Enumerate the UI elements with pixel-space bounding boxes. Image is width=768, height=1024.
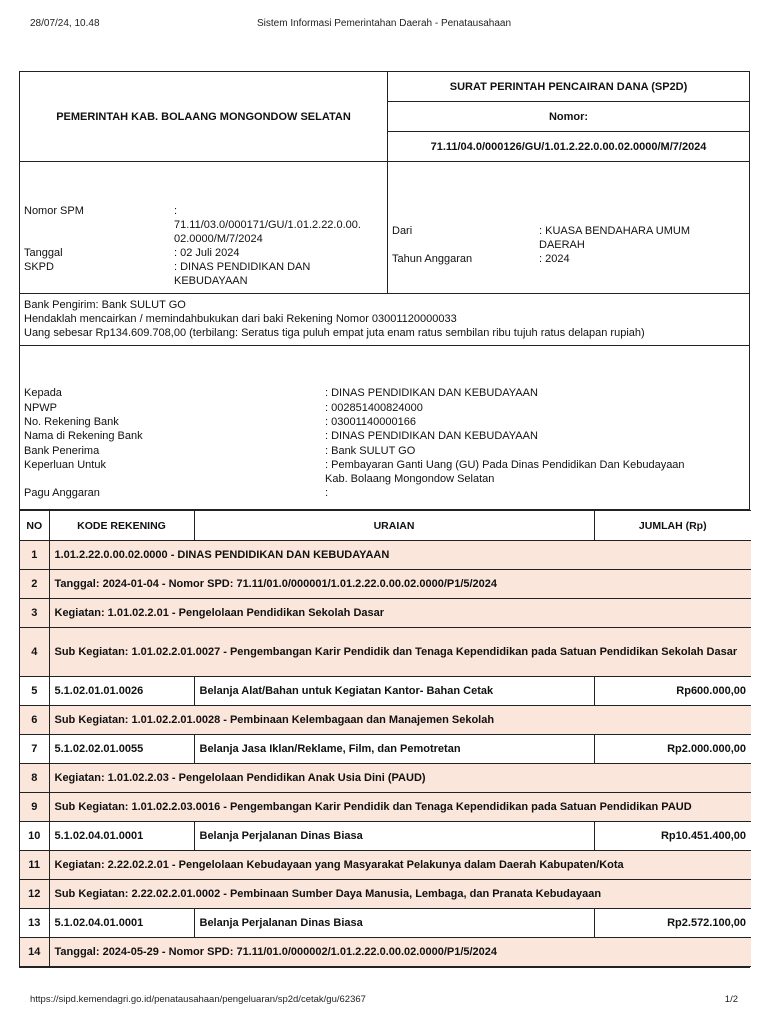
row-no: 8 [20, 764, 49, 793]
row-section-text: Sub Kegiatan: 1.01.02.2.01.0028 - Pembinaan Kelembagaan dan Manajemen Sekolah [49, 706, 751, 735]
spm-skpd-label: SKPD [24, 261, 54, 273]
keperluan-label: Keperluan Untuk [24, 459, 106, 471]
keperluan-value-line1: : Pembayaran Ganti Uang (GU) Pada Dinas Pendidikan Dan Kebudayaan [325, 459, 685, 471]
spm-nomor-value-line2: 71.11/03.0/000171/GU/1.01.2.22.0.00. [174, 219, 361, 231]
row-jumlah: Rp2.000.000,00 [594, 735, 751, 764]
row-uraian: Belanja Perjalanan Dinas Biasa [194, 822, 594, 851]
nomor-value: 71.11/04.0/000126/GU/1.01.2.22.0.00.02.0000/M/7/2024 [388, 131, 749, 161]
spm-nomor-value-line3: 02.0000/M/7/2024 [174, 233, 263, 245]
table-row [20, 570, 751, 599]
table-row [20, 938, 751, 967]
col-no-header: NO [20, 511, 49, 541]
row-section-text: Kegiatan: 2.22.02.2.01 - Pengelolaan Kebudayaan yang Masyarakat Pelakunya dalam Daerah Kabupaten/Kota [49, 851, 751, 880]
print-date: 28/07/24, 10.48 [30, 18, 100, 29]
row-no: 10 [20, 822, 49, 851]
row-uraian: Belanja Alat/Bahan untuk Kegiatan Kantor- Bahan Cetak [194, 677, 594, 706]
npwp-value: : 002851400824000 [325, 402, 423, 414]
col-uraian-header: URAIAN [194, 511, 594, 541]
row-kode: 5.1.02.04.01.0001 [49, 822, 194, 851]
spm-skpd-value-line2: KEBUDAYAAN [174, 275, 248, 287]
print-title: Sistem Informasi Pemerintahan Daerah - Penatausahaan [256, 18, 512, 29]
row-no: 2 [20, 570, 49, 599]
table-row [20, 851, 751, 880]
spm-source [388, 162, 749, 293]
table-row [20, 909, 751, 938]
bank-amount: Uang sebesar Rp134.609.708,00 (terbilang: Seratus tiga puluh empat juta enam ratus sembilan ribu tujuh ratus delapan rupiah) [24, 327, 645, 339]
dari-value-line2: DAERAH [539, 239, 585, 251]
table-row [20, 880, 751, 909]
table-row [20, 793, 751, 822]
row-kode: 5.1.02.04.01.0001 [49, 909, 194, 938]
print-footer [30, 992, 738, 1008]
row-kode: 5.1.02.02.01.0055 [49, 735, 194, 764]
table-row [20, 599, 751, 628]
row-no: 13 [20, 909, 49, 938]
row-section-text: Tanggal: 2024-01-04 - Nomor SPD: 71.11/01.0/000001/1.01.2.22.0.00.02.0000/P1/5/2024 [49, 570, 751, 599]
keperluan-value-line2: Kab. Bolaang Mongondow Selatan [325, 473, 495, 485]
row-kode: 5.1.02.01.01.0026 [49, 677, 194, 706]
tahun-value: : 2024 [539, 253, 570, 265]
document-title-block [388, 72, 749, 161]
row-section-text: Kegiatan: 1.01.02.2.01 - Pengelolaan Pendidikan Sekolah Dasar [49, 599, 751, 628]
row-section-text: Kegiatan: 1.01.02.2.03 - Pengelolaan Pendidikan Anak Usia Dini (PAUD) [49, 764, 751, 793]
row-no: 12 [20, 880, 49, 909]
rekening-table [20, 510, 751, 967]
row-section-text: Sub Kegiatan: 1.01.02.2.01.0027 - Pengembangan Karir Pendidik dan Tenaga Kependidikan pada Satuan Pendidikan Sekolah Dasar [49, 628, 751, 677]
row-no: 7 [20, 735, 49, 764]
sp2d-document [19, 71, 750, 968]
row-no: 14 [20, 938, 49, 967]
row-uraian: Belanja Perjalanan Dinas Biasa [194, 909, 594, 938]
table-row [20, 735, 751, 764]
tahun-label: Tahun Anggaran [392, 253, 473, 265]
document-title: SURAT PERINTAH PENCAIRAN DANA (SP2D) [449, 80, 688, 93]
npwp-label: NPWP [24, 402, 57, 414]
document-header [20, 72, 749, 162]
table-row [20, 822, 751, 851]
spm-nomor-colon: : [174, 205, 178, 217]
spm-tanggal-value: : 02 Juli 2024 [174, 247, 240, 259]
dari-label: Dari [392, 225, 413, 237]
row-jumlah: Rp10.451.400,00 [594, 822, 751, 851]
row-no: 4 [20, 628, 49, 677]
row-section-text: Sub Kegiatan: 2.22.02.2.01.0002 - Pembinaan Sumber Daya Manusia, Lembaga, dan Pranata Kebudayaan [49, 880, 751, 909]
spm-tanggal-label: Tanggal [24, 247, 63, 259]
row-jumlah: Rp2.572.100,00 [594, 909, 751, 938]
bank-sender: Bank Pengirim: Bank SULUT GO [24, 299, 186, 311]
table-row [20, 764, 751, 793]
dari-value-line1: : KUASA BENDAHARA UMUM [539, 225, 690, 237]
government-name: PEMERINTAH KAB. BOLAANG MONGONDOW SELATAN [20, 72, 388, 161]
bank-penerima-label: Bank Penerima [24, 445, 100, 457]
nomor-label: Nomor: [388, 101, 749, 131]
row-jumlah: Rp600.000,00 [594, 677, 751, 706]
row-section-text: Tanggal: 2024-05-29 - Nomor SPD: 71.11/01.0/000002/1.01.2.22.0.00.02.0000/P1/5/2024 [49, 938, 751, 967]
kepada-value: : DINAS PENDIDIKAN DAN KEBUDAYAAN [325, 387, 538, 399]
recipient-block [20, 346, 749, 510]
page-url[interactable]: https://sipd.kemendagri.go.id/penatausahaan/pengeluaran/sp2d/cetak/gu/62367 [30, 994, 366, 1005]
table-row [20, 628, 751, 677]
col-jumlah-header: JUMLAH (Rp) [594, 511, 751, 541]
print-header [30, 14, 738, 30]
spm-nomor-label: Nomor SPM [24, 205, 84, 217]
col-kode-header: KODE REKENING [49, 511, 194, 541]
table-row [20, 677, 751, 706]
rekening-value: : 03001140000166 [325, 416, 416, 428]
row-uraian: Belanja Jasa Iklan/Reklame, Film, dan Pemotretan [194, 735, 594, 764]
table-row [20, 541, 751, 570]
row-no: 1 [20, 541, 49, 570]
spm-block [20, 162, 749, 294]
row-no: 9 [20, 793, 49, 822]
row-no: 5 [20, 677, 49, 706]
bank-instruction: Hendaklah mencairkan / memindahbukukan dari baki Rekening Nomor 03001120000033 [24, 313, 457, 325]
spm-skpd-value-line1: : DINAS PENDIDIKAN DAN [174, 261, 311, 273]
bank-block [20, 294, 749, 346]
spm-details [20, 162, 388, 293]
rekening-label: No. Rekening Bank [24, 416, 119, 428]
table-row [20, 706, 751, 735]
row-section-text: Sub Kegiatan: 1.01.02.2.03.0016 - Pengembangan Karir Pendidik dan Tenaga Kependidikan pada Satuan Pendidikan PAUD [49, 793, 751, 822]
pagu-label: Pagu Anggaran [24, 487, 100, 499]
nama-rekening-label: Nama di Rekening Bank [24, 430, 143, 442]
row-no: 11 [20, 851, 49, 880]
row-no: 3 [20, 599, 49, 628]
kepada-label: Kepada [24, 387, 62, 399]
row-no: 6 [20, 706, 49, 735]
pagu-value: : [325, 487, 329, 499]
row-section-text: 1.01.2.22.0.00.02.0000 - DINAS PENDIDIKAN DAN KEBUDAYAAN [49, 541, 751, 570]
page-number: 1/2 [724, 994, 738, 1005]
bank-penerima-value: : Bank SULUT GO [325, 445, 416, 457]
nama-rekening-value: : DINAS PENDIDIKAN DAN KEBUDAYAAN [325, 430, 538, 442]
table-header-row [20, 511, 751, 541]
